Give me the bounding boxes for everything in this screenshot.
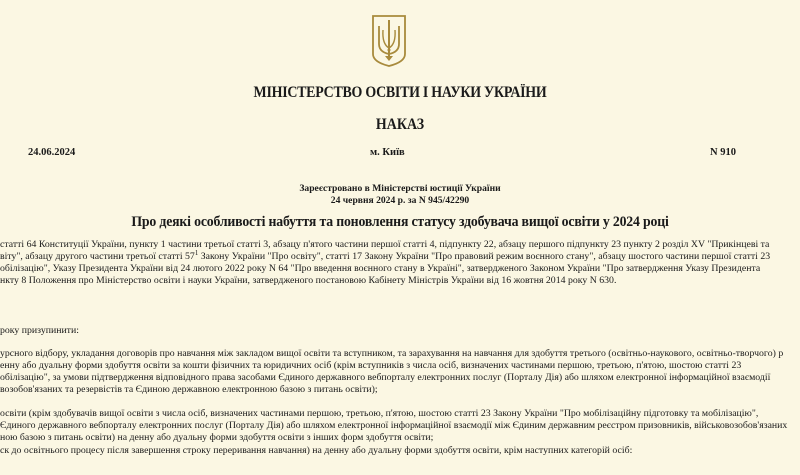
item-line: ною базою з питань освіти) на денну або дуальну форми здобуття освіти з інших форм здобуття освіти;	[0, 432, 434, 444]
registration-line-2: 24 червня 2024 р. за N 945/42290	[330, 195, 470, 206]
intro-paragraph: року призупинити:	[0, 325, 79, 336]
item-line: освіти (крім здобувачів вищої освіти з числа осіб, визначених частинами першою, третьою, п'ятою, шостою статті 23 Закону України "Про мобілізаційну підготовку та мобілізацію",	[0, 408, 759, 419]
item-2-paragraph	[0, 408, 800, 444]
coat-of-arms-icon	[371, 14, 407, 68]
order-number: N 910	[710, 147, 736, 158]
item-line: енну або дуальну форми здобуття освіти за кошти фізичних та юридичних осіб (крім вступників з числа осіб, визначених частинами першою, третьою, п'ятою, шостою статті 23	[0, 360, 742, 372]
registration-line-1: Зареєстровано в Міністерстві юстиції України	[299, 183, 501, 194]
document-title: Про деякі особливості набуття та поновлення статусу здобувача вищої освіти у 2024 році	[131, 214, 669, 230]
item-line: ск до освітнього процесу після завершення строку переривання навчання) на денну або дуальну форми здобуття освіти, крім наступних категорій осіб:	[0, 445, 633, 456]
preamble-line: статті 64 Конституції України, пункту 1 частини третьої статті 3, абзацу п'ятого частини першої статті 4, підпункту 22, абзацу першого підпункту 23 пункту 2 розділ XV "Прикінцеві та	[0, 239, 770, 250]
order-date: 24.06.2024	[28, 147, 76, 158]
item-line: урсного відбору, укладання договорів про навчання між закладом вищої освіти та вступником, та зарахування на навчання для здобуття третього (освітньо-наукового, освітньо-творчого) р	[0, 348, 784, 359]
ministry-name: МІНІСТЕРСТВО ОСВІТИ І НАУКИ УКРАЇНИ	[253, 84, 547, 101]
order-city: м. Київ	[370, 147, 405, 158]
registration-note	[0, 183, 800, 207]
superscript: 1	[194, 249, 199, 258]
preamble-line: віту", абзацу другого частини третьої статті $57^1$ Закону України "Про освіту", статті 17 Закону України "Про правовий режим воєнного стану", абзацу шостого частини першої статті 23	[0, 249, 771, 263]
item-line: обілізацію", за умови підтвердження відповідного права засобами Єдиного державного вебпорталу електронних послуг (Порталу Дія) або шляхом електронної інформаційної взаємодії	[0, 372, 771, 384]
item-line: возобов'язаних та резервістів та Єдиною державною електронною базою з питань освіти);	[0, 384, 378, 396]
item-3-paragraph	[0, 445, 800, 457]
item-1-paragraph	[0, 348, 800, 396]
order-type: НАКАЗ	[375, 116, 425, 133]
preamble-line: обілізацію", Указу Президента України від 24 лютого 2022 року N 64 "Про введення воєнного стану в Україні", затвердженого Законом України "Про затвердження Указу Президента	[0, 263, 761, 275]
preamble-line: нкту 8 Положення про Міністерство освіти і науки України, затвердженого постановою Кабінету Міністрів України від 16 жовтня 2014 року N 630.	[0, 275, 617, 287]
preamble-paragraph	[0, 239, 800, 287]
item-line: Єдиного державного вебпорталу електронних послуг (Порталу Дія) або шляхом електронної інформаційної взаємодії між Єдиним державним реєстром призовників, військовозобов'язаних	[0, 420, 788, 432]
